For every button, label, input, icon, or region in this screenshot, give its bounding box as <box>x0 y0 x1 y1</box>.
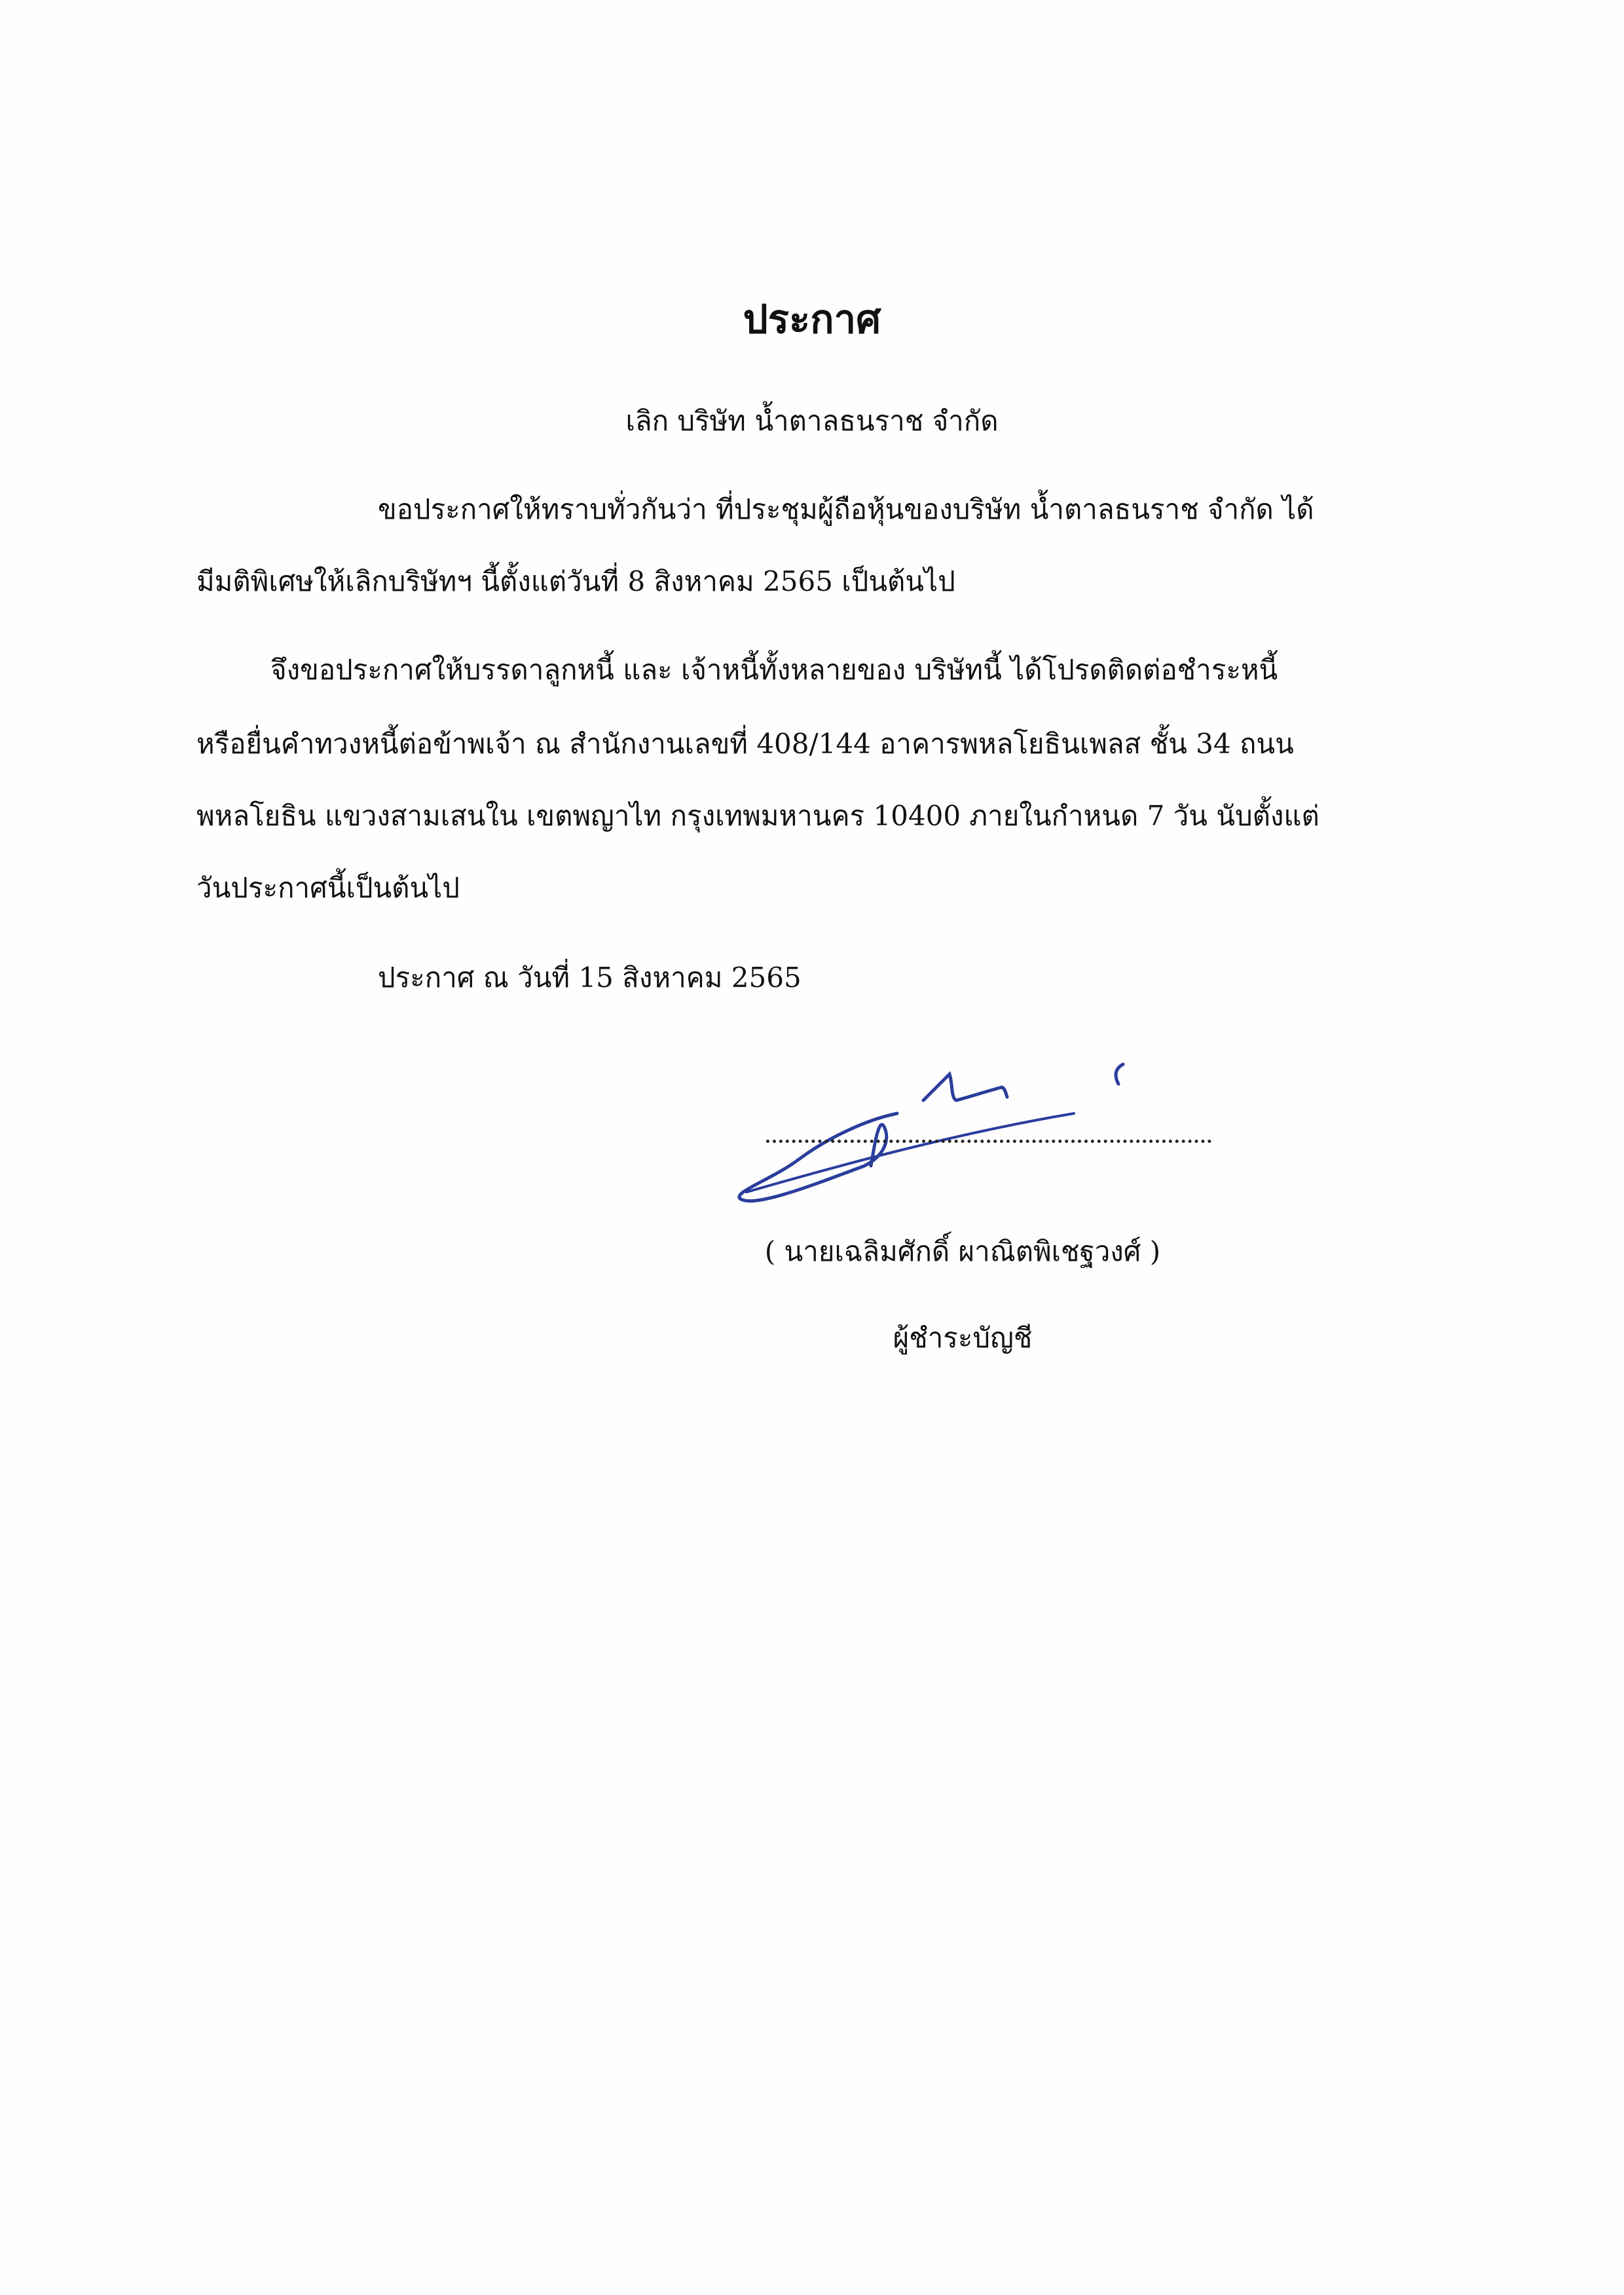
document-subtitle: เลิก บริษัท น้ำตาลธนราช จำกัด <box>625 405 999 437</box>
signer-role: ผู้ชำระบัญชี <box>893 1322 1033 1354</box>
paragraph1-line2: มีมติพิเศษให้เลิกบริษัทฯ นี้ตั้งแต่วันที่ 8 สิงหาคม 2565 เป็นต้นไป <box>196 565 955 597</box>
paragraph2-line2: หรือยื่นคำทวงหนี้ต่อข้าพเจ้า ณ สำนักงานเลขที่ 408/144 อาคารพหลโยธินเพลส ชั้น 34 ถนน <box>196 728 1294 760</box>
signature-line <box>766 1140 1211 1143</box>
paragraph2-line3: พหลโยธิน แขวงสามเสนใน เขตพญาไท กรุงเทพมหานคร 10400 ภายในกำหนด 7 วัน นับตั้งแต่ <box>196 800 1320 832</box>
signer-name: ( นายเฉลิมศักดิ์ ผาณิตพิเชฐวงศ์ ) <box>764 1235 1161 1267</box>
paragraph2-line1: จึงขอประกาศให้บรรดาลูกหนี้ และ เจ้าหนี้ทั้งหลายของ บริษัทนี้ ได้โปรดติดต่อชำระหนี้ <box>270 654 1278 686</box>
paragraph2-line4: วันประกาศนี้เป็นต้นไป <box>196 872 460 904</box>
handwritten-signature <box>707 1035 1257 1231</box>
document-title: ประกาศ <box>743 297 881 343</box>
announcement-date: ประกาศ ณ วันที่ 15 สิงหาคม 2565 <box>378 961 802 994</box>
paragraph1-line1: ขอประกาศให้ทราบทั่วกันว่า ที่ประชุมผู้ถือหุ้นของบริษัท น้ำตาลธนราช จำกัด ได้ <box>378 493 1314 525</box>
